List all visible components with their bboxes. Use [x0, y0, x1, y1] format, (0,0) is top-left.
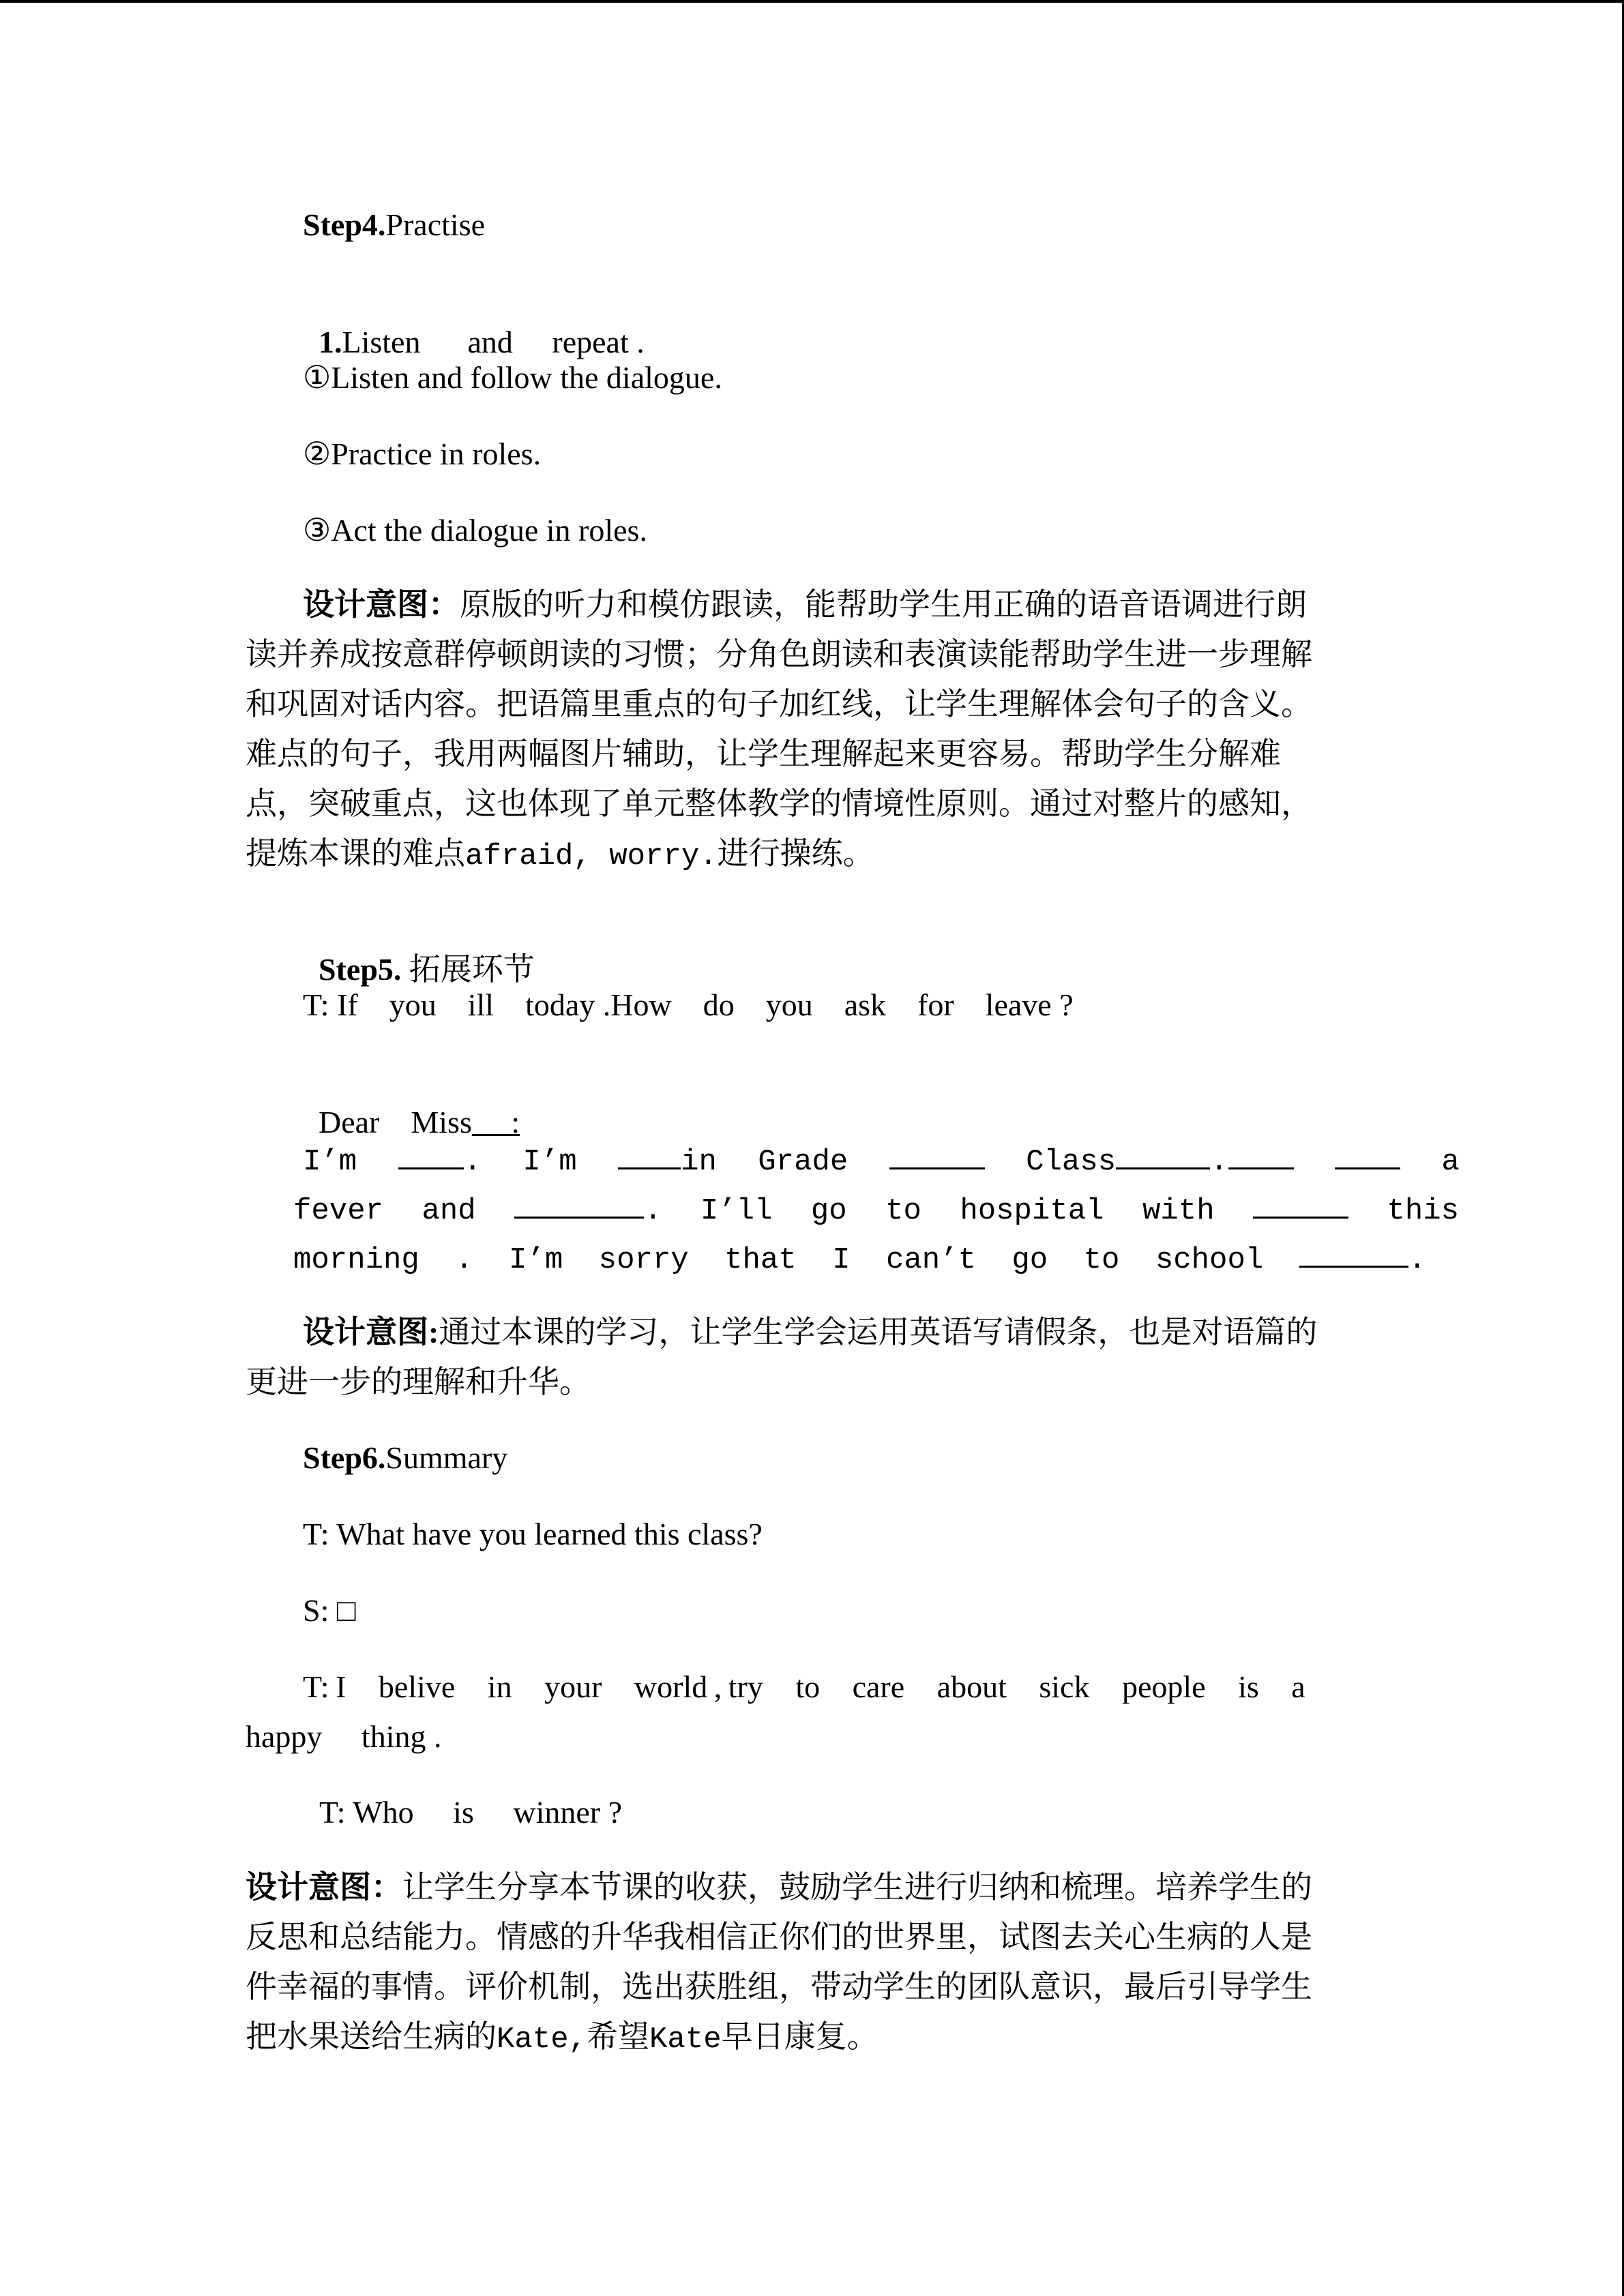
step4-sub3: ③Act the dialogue in roles.	[303, 513, 647, 548]
blank	[1335, 1137, 1400, 1169]
blank	[514, 1187, 644, 1219]
step6-intent-line4: 把水果送给生病的Kate,希望Kate早日康复。	[246, 2019, 879, 2057]
step4-intent-line4: 难点的句子，我用两幅图片辅助，让学生理解起来更容易。帮助学生分解难	[246, 736, 1281, 771]
step5-intent-line2: 更进一步的理解和升华。	[246, 1365, 591, 1399]
step6-intent-line2: 反思和总结能力。情感的升华我相信正你们的世界里，试图去关心生病的人是	[246, 1920, 1312, 1954]
blank	[1228, 1137, 1294, 1169]
step6-intent-line3: 件幸福的事情。评价机制，选出获胜组，带动学生的团队意识，最后引导学生	[246, 1969, 1312, 2004]
blank	[398, 1137, 464, 1169]
step4-intent-line6: 提炼本课的难点afraid, worry.进行操练。	[246, 836, 874, 874]
step6-student-answer: S: □	[303, 1593, 356, 1628]
top-border	[0, 0, 1624, 3]
intent-label: 设计意图:	[303, 1315, 439, 1350]
greeting-blank: :	[471, 1105, 520, 1139]
step4-item1: 1.Listen and repeat .	[319, 325, 645, 359]
intent-label: 设计意图：	[246, 1870, 402, 1905]
intent-label: 设计意图：	[303, 587, 460, 622]
step6-heading: Step6.Summary	[303, 1440, 508, 1475]
letter-greeting: Dear Miss :	[319, 1105, 520, 1139]
blank	[1116, 1137, 1210, 1169]
step6-teacher-line1: T: I belive in your world , try to care about sick people is a	[303, 1669, 1305, 1704]
step4-sub1: ①Listen and follow the dialogue.	[303, 360, 722, 395]
letter-line1: I’m . I’m in Grade Class . a	[303, 1137, 1460, 1182]
step4-intent-line2: 读并养成按意群停顿朗读的习惯；分角色朗读和表演读能帮助学生进一步理解	[246, 637, 1312, 672]
step6-teacher-question: T: Who is winner ?	[319, 1795, 623, 1830]
letter-line3: morning . I’m sorry that I can’t go to school .	[293, 1236, 1426, 1281]
step4-heading: Step4.Practise	[303, 207, 486, 242]
step6-intent-line1: 设计意图：让学生分享本节课的收获，鼓励学生进行归纳和梳理。培养学生的	[246, 1870, 1312, 1905]
step5-heading: Step5. 拓展环节	[319, 952, 535, 987]
step4-sub2: ②Practice in roles.	[303, 436, 542, 471]
step5-intent-line1: 设计意图:通过本课的学习，让学生学会运用英语写请假条，也是对语篇的	[303, 1315, 1318, 1350]
step4-intent-line3: 和巩固对话内容。把语篇里重点的句子加红线，让学生理解体会句子的含义。	[246, 687, 1312, 721]
step4-intent-line5: 点，突破重点，这也体现了单元整体教学的情境性原则。通过对整片的感知，	[246, 786, 1312, 821]
step4-intent-line1: 设计意图：原版的听力和模仿跟读，能帮助学生用正确的语音语调进行朗	[303, 587, 1307, 622]
step6-teacher-line2: happy thing .	[246, 1719, 442, 1754]
letter-line2: fever and . I’ll go to hospital with this	[293, 1187, 1459, 1232]
blank	[1253, 1187, 1348, 1219]
step5-question: T: If you ill today .How do you ask for leave ?	[303, 987, 1074, 1022]
blank	[889, 1137, 985, 1169]
blank	[618, 1137, 681, 1169]
blank	[1299, 1236, 1408, 1268]
step6-question: T: What have you learned this class?	[303, 1517, 763, 1551]
